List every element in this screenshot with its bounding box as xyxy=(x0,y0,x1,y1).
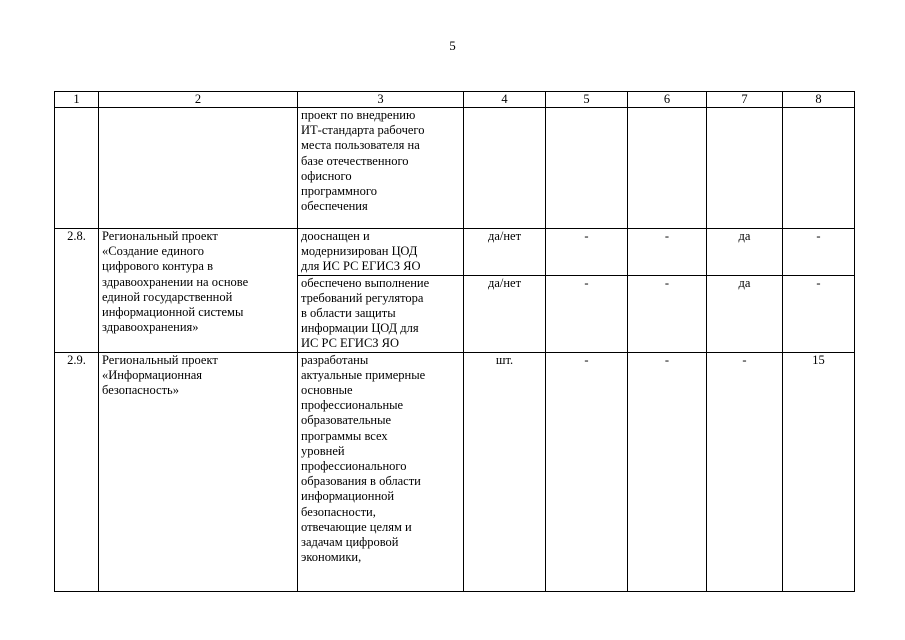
indicator-unit: да/нет xyxy=(464,229,546,276)
header-cell-6: 6 xyxy=(628,92,707,108)
indicator-text: обеспечено выполнение требований регулятора в области защиты информации ЦОД для ИС РС ЕГИСЗ ЯО xyxy=(298,275,464,352)
value-col-8: 15 xyxy=(783,352,855,591)
row-number: 2.9. xyxy=(55,352,99,591)
value-col-6: - xyxy=(628,275,707,352)
header-cell-8: 8 xyxy=(783,92,855,108)
cell-empty xyxy=(99,108,298,229)
table-row xyxy=(55,352,855,591)
header-cell-7: 7 xyxy=(707,92,783,108)
cell-empty xyxy=(783,108,855,229)
cell-empty xyxy=(707,108,783,229)
continuation-text: проект по внедрению ИТ-стандарта рабочего места пользователя на базе отечественного офисного программного обеспечения xyxy=(298,108,464,229)
page-number: 5 xyxy=(449,38,456,53)
indicator-unit: да/нет xyxy=(464,275,546,352)
value-col-8: - xyxy=(783,275,855,352)
header-cell-3: 3 xyxy=(298,92,464,108)
indicator-unit: шт. xyxy=(464,352,546,591)
value-col-7: да xyxy=(707,275,783,352)
indicator-text: дооснащен и модернизирован ЦОД для ИС РС ЕГИСЗ ЯО xyxy=(298,229,464,276)
row-number: 2.8. xyxy=(55,229,99,353)
cell-empty xyxy=(628,108,707,229)
table-header-row xyxy=(55,92,855,108)
indicator-text: разработаны актуальные примерные основные профессиональные образовательные программы всех уровней профессионального образования в области информационной безопасности, отвечающие целям и задачам цифровой экономики, xyxy=(298,352,464,591)
indicators-table xyxy=(54,91,855,592)
table-row xyxy=(55,108,855,229)
header-cell-5: 5 xyxy=(546,92,628,108)
table-row xyxy=(55,229,855,276)
value-col-5: - xyxy=(546,275,628,352)
value-col-7: - xyxy=(707,352,783,591)
value-col-6: - xyxy=(628,352,707,591)
value-col-5: - xyxy=(546,352,628,591)
header-cell-1: 1 xyxy=(55,92,99,108)
value-col-7: да xyxy=(707,229,783,276)
value-col-6: - xyxy=(628,229,707,276)
project-name: Региональный проект «Создание единого цифрового контура в здравоохранении на основе единой государственной информационной системы здравоохранения» xyxy=(99,229,298,353)
value-col-8: - xyxy=(783,229,855,276)
project-name: Региональный проект «Информационная безопасность» xyxy=(99,352,298,591)
cell-empty xyxy=(546,108,628,229)
header-cell-2: 2 xyxy=(99,92,298,108)
cell-empty xyxy=(464,108,546,229)
value-col-5: - xyxy=(546,229,628,276)
cell-empty xyxy=(55,108,99,229)
header-cell-4: 4 xyxy=(464,92,546,108)
